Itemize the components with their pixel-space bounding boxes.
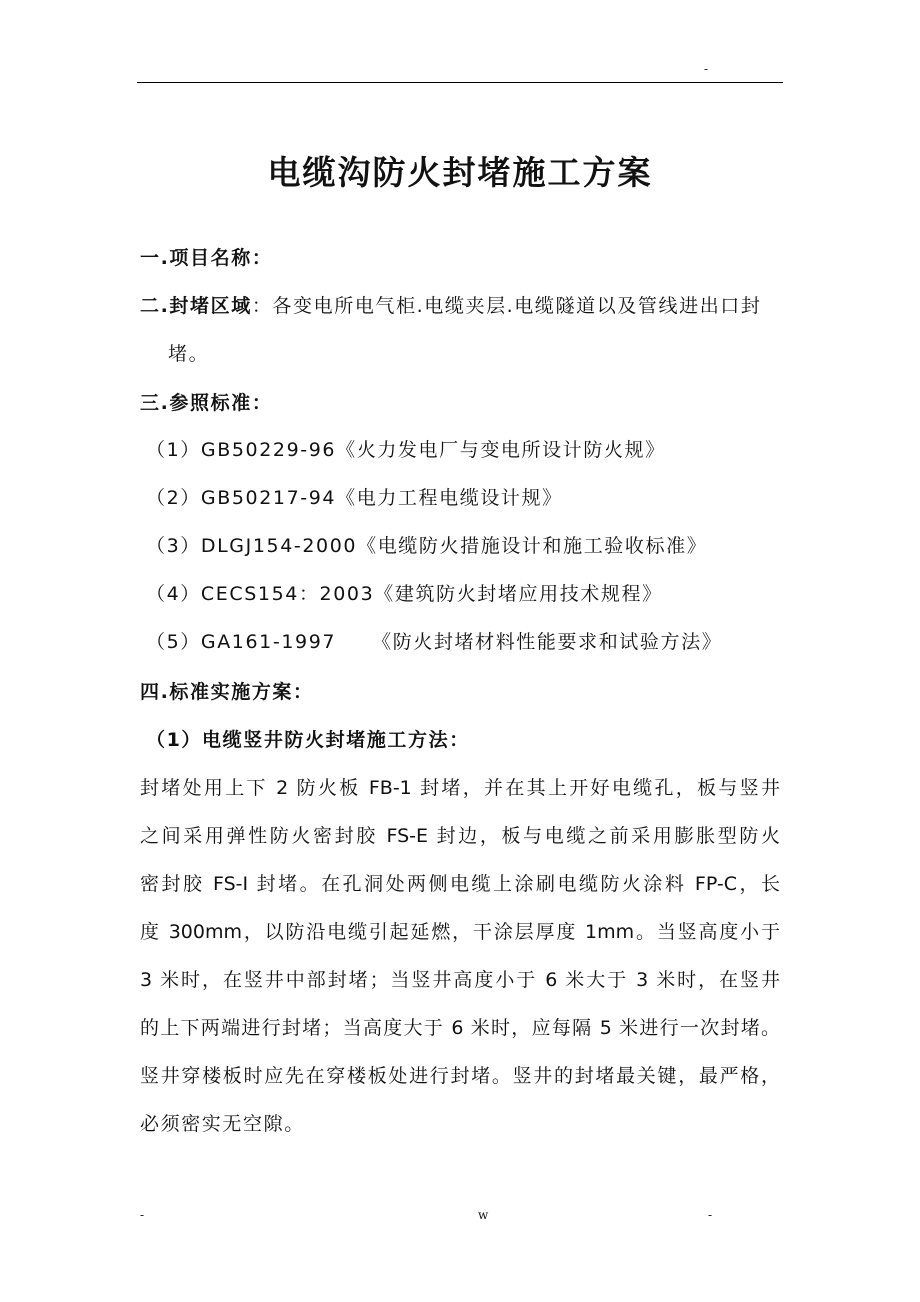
page-title: 电缆沟防火封堵施工方案 (267, 153, 653, 192)
section-area-label: 二.封堵区域 (140, 295, 252, 317)
standard-item (146, 630, 791, 654)
body-line-last: 必须密实无空隙。 (140, 1113, 305, 1135)
body-line: 之间采用弹性防火密封胶 FS-E 封边，板与电缆之前采用膨胀型防火 (140, 825, 780, 847)
body-line: 的上下两端进行封堵；当高度大于 6 米时，应每隔 5 米进行一次封堵。 (140, 1017, 780, 1039)
body-line: 度 300mm，以防沿电缆引起延燃，干涂层厚度 1mm。当竖高度小于 (140, 921, 780, 943)
section-scheme-label: 四.标准实施方案： (140, 681, 314, 703)
method-heading: （1）电缆竖井防火封堵施工方法： (146, 729, 470, 751)
body-line: 密封胶 FS-I 封堵。在孔洞处两侧电缆上涂刷电缆防火涂料 FP-C，长 (140, 873, 780, 895)
header-mark: - (704, 62, 709, 76)
standard-item: （1）GB50229-96《火力发电厂与变电所设计防火规》 (146, 439, 666, 461)
standard-item: （2）GB50217-94《电力工程电缆设计规》 (146, 487, 563, 509)
standard-item: （3）DLGJ154-2000《电缆防火措施设计和施工验收标准》 (146, 535, 708, 557)
standard-title: 《防火封堵材料性能要求和试验方法》 (372, 631, 723, 653)
body-line: 竖井穿楼板时应先在穿楼板处进行封堵。竖井的封堵最关键，最严格， (140, 1065, 780, 1087)
body-line: 3 米时，在竖井中部封堵；当竖井高度小于 6 米大于 3 米时，在竖井 (140, 969, 780, 991)
body-line: 封堵处用上下 2 防火板 FB-1 封堵，并在其上开好电缆孔，板与竖井 (140, 777, 780, 799)
section-area (140, 294, 785, 318)
header-rule (137, 82, 783, 83)
section-area-continued: 堵。 (168, 343, 210, 365)
footer-left-mark: - (140, 1208, 145, 1222)
section-project-name: 一.项目名称： (140, 247, 273, 269)
standard-item: （4）CECS154：2003《建筑防火封堵应用技术规程》 (146, 583, 663, 605)
section-standards-label: 三.参照标准： (140, 392, 273, 414)
footer-right-mark: - (708, 1208, 713, 1222)
footer-center-mark: w (478, 1208, 489, 1222)
section-area-text: ：各变电所电气柜.电缆夹层.电缆隧道以及管线进出口封 (251, 295, 762, 317)
standard-code: （5）GA161-1997 (146, 631, 337, 653)
